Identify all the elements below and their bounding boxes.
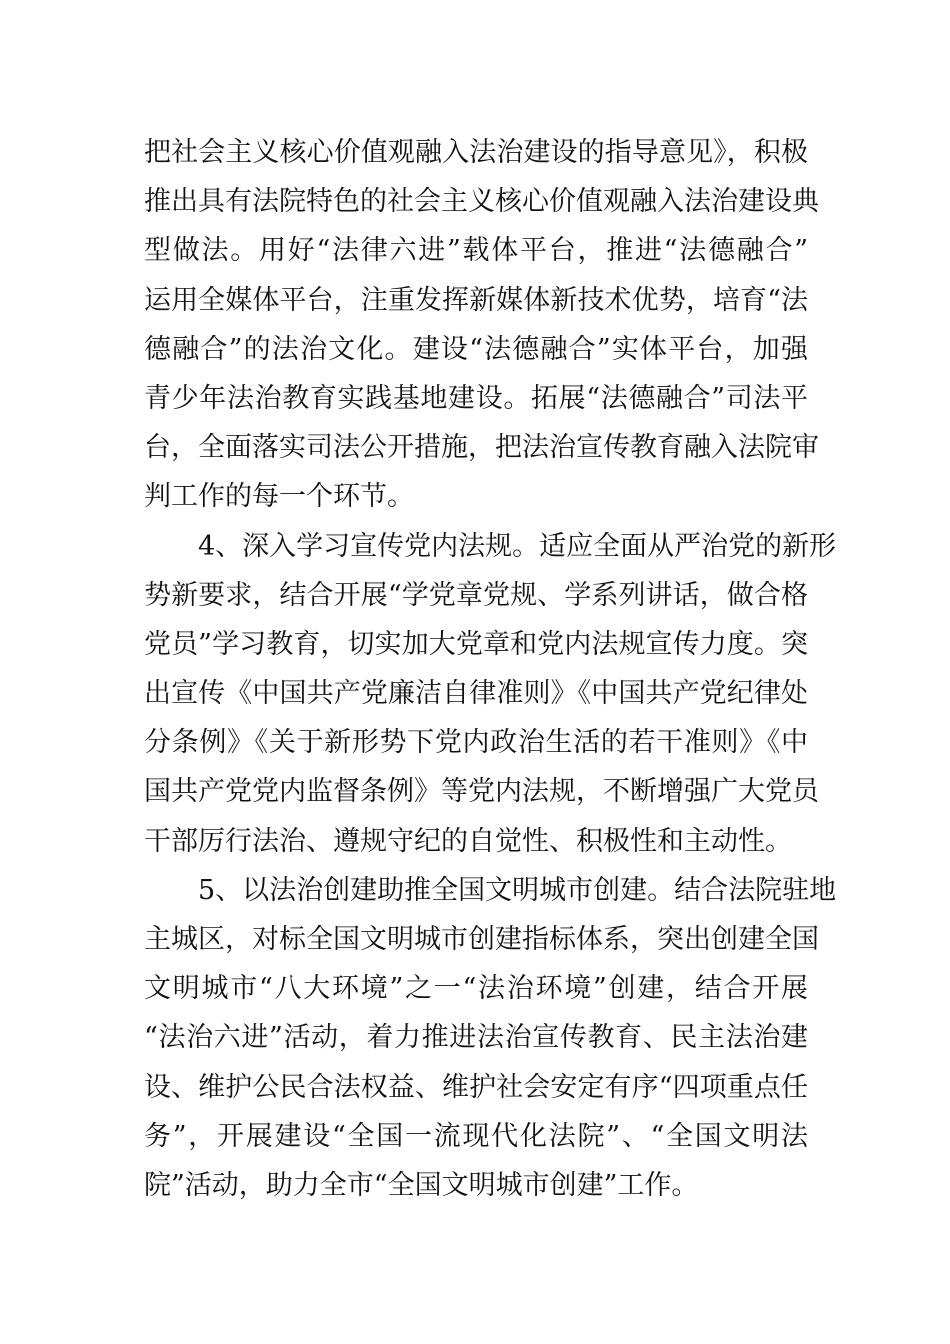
text-line: 型做法。用好“法律六进”载体平台，推进“法德融合” [144, 235, 808, 267]
text-line: 青少年法治教育实践基地建设。拓展“法德融合”司法平 [144, 382, 808, 414]
text-line: 4、深入学习宣传党内法规。适应全面从严治党的新形 [198, 530, 837, 562]
text-line: 势新要求，结合开展“学党章党规、学系列讲话，做合格 [144, 579, 808, 611]
text-line: 分条例》《关于新形势下党内政治生活的若干准则》《中 [144, 727, 808, 759]
text-line: 国共产党党内监督条例》等党内法规，不断增强广大党员 [144, 776, 819, 808]
text-line: 5、以法治创建助推全国文明城市创建。结合法院驻地 [198, 874, 837, 906]
text-line: 推出具有法院特色的社会主义核心价值观融入法治建设典 [144, 186, 819, 218]
text-line: 主城区，对标全国文明城市创建指标体系，突出创建全国 [144, 924, 819, 955]
text-line: 务”，开展建设“全国一流现代化法院”、“全国文明法 [144, 1120, 808, 1152]
text-line: 德融合”的法治文化。建设“法德融合”实体平台，加强 [144, 333, 808, 365]
text-line: 台，全面落实司法公开措施，把法治宣传教育融入法院审 [144, 432, 819, 464]
text-line: 党员”学习教育，切实加大党章和党内法规宣传力度。突 [144, 628, 808, 660]
text-line: 把社会主义核心价值观融入法治建设的指导意见》，积极 [144, 137, 808, 168]
text-line: 文明城市“八大环境”之一“法治环境”创建，结合开展 [144, 973, 808, 1005]
text-line: “法治六进”活动，着力推进法治宣传教育、民主法治建 [144, 1022, 808, 1054]
text-line: 院”活动，助力全市“全国文明城市创建”工作。 [144, 1169, 699, 1201]
text-line: 设、维护公民合法权益、维护社会安定有序“四项重点任 [144, 1071, 808, 1103]
text-line: 运用全媒体平台，注重发挥新媒体新技术优势，培育“法 [144, 284, 808, 316]
text-line: 判工作的每一个环节。 [144, 481, 414, 513]
text-line: 出宣传《中国共产党廉洁自律准则》《中国共产党纪律处 [144, 678, 808, 710]
text-line: 干部厉行法治、遵规守纪的自觉性、积极性和主动性。 [144, 825, 792, 857]
document-body [144, 128, 837, 1210]
